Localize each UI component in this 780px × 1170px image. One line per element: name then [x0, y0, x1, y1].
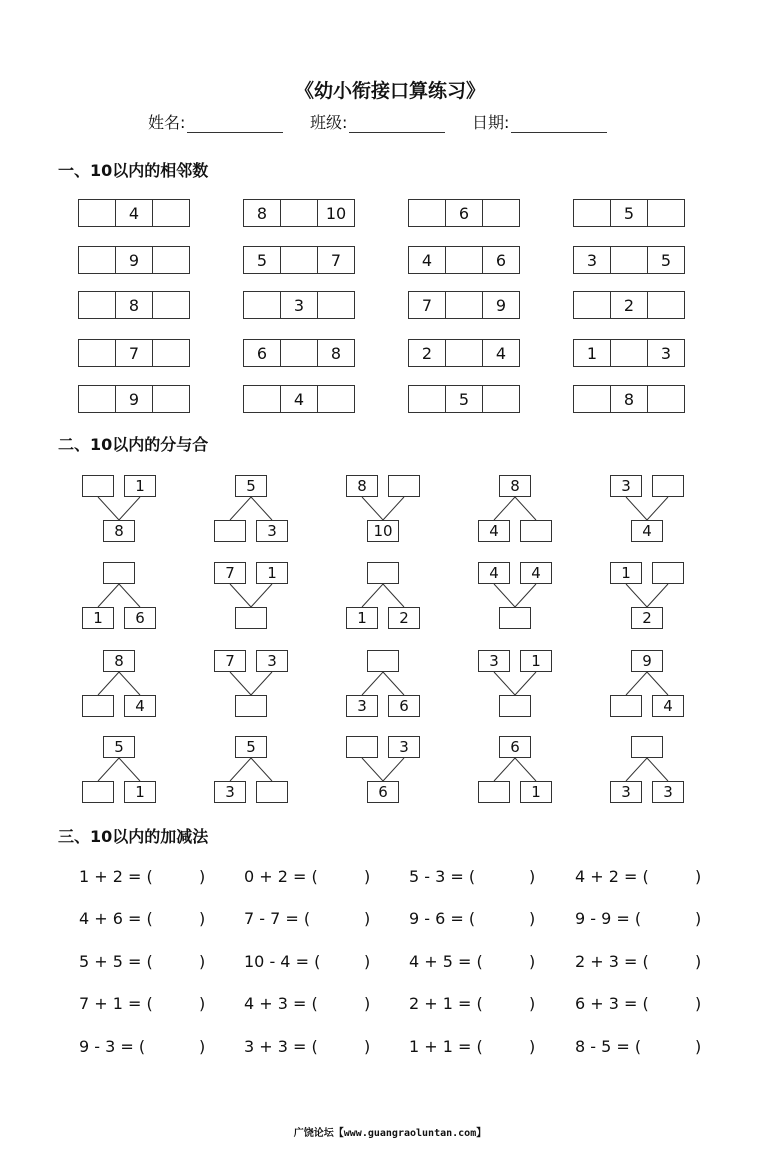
answer-box[interactable]: [243, 291, 281, 319]
connector-line: [626, 584, 647, 607]
answer-box[interactable]: [573, 199, 611, 227]
number-box: 6: [445, 199, 483, 227]
number-box-part-left: 7: [214, 650, 246, 672]
number-box-total: 6: [367, 781, 399, 803]
neighbor-group: [573, 291, 685, 319]
answer-box-total[interactable]: [235, 607, 267, 629]
equation-text: 5 + 5 = (: [79, 952, 153, 971]
number-box: 8: [317, 339, 355, 367]
equation-text: 3 + 3 = (: [244, 1037, 318, 1056]
equation-text: 6 + 3 = (: [575, 994, 649, 1013]
answer-box-total[interactable]: [103, 562, 135, 584]
number-box-part-left: 8: [346, 475, 378, 497]
connector-line: [362, 584, 383, 607]
neighbor-group: [243, 385, 355, 413]
number-box-part-left: 3: [346, 695, 378, 717]
section-arithmetic-heading: 三、10以内的加减法: [58, 827, 209, 846]
number-box: 5: [647, 246, 685, 274]
equation-text: 9 - 6 = (: [409, 909, 476, 928]
equation-text: 10 - 4 = (: [244, 952, 321, 971]
answer-box[interactable]: [280, 339, 318, 367]
close-paren: ): [695, 909, 702, 928]
connector-line: [647, 497, 668, 520]
number-box: 3: [280, 291, 318, 319]
answer-box[interactable]: [152, 339, 190, 367]
close-paren: ): [199, 952, 206, 971]
number-box-part-left: 1: [346, 607, 378, 629]
number-box-part-left: 4: [478, 562, 510, 584]
equation[interactable]: [79, 867, 209, 886]
answer-box[interactable]: [152, 385, 190, 413]
number-box-part-left: 4: [478, 520, 510, 542]
number-box: 1: [573, 339, 611, 367]
number-box-part-right: 1: [520, 781, 552, 803]
connector-line: [383, 584, 404, 607]
connector-line: [251, 758, 272, 781]
close-paren: ): [364, 1037, 371, 1056]
equation[interactable]: [244, 994, 374, 1013]
connector-line: [251, 584, 272, 607]
answer-box-part-left[interactable]: [610, 695, 642, 717]
answer-box[interactable]: [152, 246, 190, 274]
number-box-part-right: 4: [124, 695, 156, 717]
connector-line: [494, 758, 515, 781]
equation[interactable]: [79, 909, 209, 928]
answer-box[interactable]: [78, 291, 116, 319]
close-paren: ): [695, 994, 702, 1013]
close-paren: ): [364, 909, 371, 928]
number-box: 4: [280, 385, 318, 413]
connector-line: [362, 672, 383, 695]
compose-tree: [214, 650, 314, 720]
connector-line: [230, 758, 251, 781]
number-box-part-left: 7: [214, 562, 246, 584]
equation-text: 4 + 2 = (: [575, 867, 649, 886]
answer-box[interactable]: [243, 385, 281, 413]
connector-line: [98, 497, 119, 520]
compose-tree: [214, 562, 314, 632]
answer-box-part-right[interactable]: [520, 520, 552, 542]
close-paren: ): [695, 867, 702, 886]
close-paren: ): [364, 952, 371, 971]
answer-box[interactable]: [647, 385, 685, 413]
number-box-part-left: 1: [82, 607, 114, 629]
neighbor-group: [408, 339, 520, 367]
neighbor-group: [573, 246, 685, 274]
connector-line: [119, 758, 140, 781]
connector-line: [383, 758, 404, 781]
neighbor-group: [78, 246, 190, 274]
equation-text: 1 + 1 = (: [409, 1037, 483, 1056]
connector-line: [626, 497, 647, 520]
answer-box[interactable]: [152, 291, 190, 319]
answer-box[interactable]: [78, 199, 116, 227]
number-box: 4: [115, 199, 153, 227]
equation-text: 4 + 6 = (: [79, 909, 153, 928]
neighbor-group: [243, 291, 355, 319]
close-paren: ): [529, 909, 536, 928]
connector-line: [362, 497, 383, 520]
number-box-part-right: 3: [388, 736, 420, 758]
neighbor-group: [408, 385, 520, 413]
neighbor-group: [78, 199, 190, 227]
number-box: 7: [408, 291, 446, 319]
name-field[interactable]: [148, 110, 283, 133]
answer-box-part-left[interactable]: [346, 736, 378, 758]
number-box-part-left: 3: [610, 475, 642, 497]
close-paren: ): [695, 1037, 702, 1056]
equation[interactable]: [79, 952, 209, 971]
compose-tree: [82, 475, 182, 545]
equation[interactable]: [244, 867, 374, 886]
compose-tree: [346, 736, 446, 806]
close-paren: ): [695, 952, 702, 971]
number-box-part-right: 3: [652, 781, 684, 803]
close-paren: ): [199, 867, 206, 886]
name-line[interactable]: [187, 114, 283, 133]
equation-text: 2 + 3 = (: [575, 952, 649, 971]
split-tree: [346, 562, 446, 632]
number-box: 5: [445, 385, 483, 413]
number-box: 6: [482, 246, 520, 274]
section-neighbors-heading: 一、10以内的相邻数: [58, 161, 209, 180]
connector-line: [362, 758, 383, 781]
equation-text: 4 + 5 = (: [409, 952, 483, 971]
split-tree: [82, 650, 182, 720]
connector-line: [515, 497, 536, 520]
connector-line: [626, 758, 647, 781]
number-box-total: 8: [103, 650, 135, 672]
date-label: 日期:: [472, 113, 510, 132]
equation[interactable]: [575, 867, 705, 886]
split-tree: [478, 736, 578, 806]
close-paren: ): [199, 909, 206, 928]
connector-line: [230, 672, 251, 695]
number-box-part-right: 1: [124, 781, 156, 803]
answer-box[interactable]: [573, 291, 611, 319]
equation[interactable]: [79, 994, 209, 1013]
answer-box[interactable]: [647, 199, 685, 227]
number-box: 9: [482, 291, 520, 319]
connector-line: [98, 584, 119, 607]
equation[interactable]: [575, 909, 705, 928]
number-box: 3: [647, 339, 685, 367]
number-box: 8: [115, 291, 153, 319]
close-paren: ): [364, 994, 371, 1013]
number-box-total: 4: [631, 520, 663, 542]
number-box: 7: [317, 246, 355, 274]
neighbor-group: [408, 246, 520, 274]
answer-box[interactable]: [280, 246, 318, 274]
neighbor-group: [243, 246, 355, 274]
date-line[interactable]: [511, 114, 607, 133]
answer-box-total[interactable]: [235, 695, 267, 717]
number-box: 5: [610, 199, 648, 227]
number-box-part-right: 1: [124, 475, 156, 497]
answer-box-part-right[interactable]: [652, 562, 684, 584]
compose-tree: [478, 562, 578, 632]
number-box-part-left: 3: [214, 781, 246, 803]
number-box-part-left: 3: [610, 781, 642, 803]
page-title: 《幼小衔接口算练习》: [294, 80, 485, 102]
answer-box-total[interactable]: [367, 562, 399, 584]
number-box-total: 2: [631, 607, 663, 629]
number-box: 9: [115, 246, 153, 274]
answer-box-total[interactable]: [499, 607, 531, 629]
neighbor-group: [573, 385, 685, 413]
equation[interactable]: [409, 909, 539, 928]
answer-box[interactable]: [78, 385, 116, 413]
number-box: 6: [243, 339, 281, 367]
connector-line: [383, 672, 404, 695]
equation[interactable]: [409, 994, 539, 1013]
number-box-part-left: 1: [610, 562, 642, 584]
class-label: 班级:: [310, 113, 348, 132]
connector-line: [647, 584, 668, 607]
answer-box-total[interactable]: [367, 650, 399, 672]
split-tree: [82, 736, 182, 806]
answer-box[interactable]: [445, 339, 483, 367]
equation-text: 9 - 9 = (: [575, 909, 642, 928]
answer-box-part-left[interactable]: [478, 781, 510, 803]
close-paren: ): [364, 867, 371, 886]
connector-line: [515, 584, 536, 607]
connector-line: [626, 672, 647, 695]
split-tree: [214, 736, 314, 806]
number-box: 3: [573, 246, 611, 274]
answer-box-part-left[interactable]: [214, 520, 246, 542]
equation[interactable]: [409, 952, 539, 971]
connector-line: [494, 672, 515, 695]
number-box: 2: [408, 339, 446, 367]
compose-tree: [478, 650, 578, 720]
equation-text: 2 + 1 = (: [409, 994, 483, 1013]
number-box-part-right: 1: [256, 562, 288, 584]
number-box-total: 9: [631, 650, 663, 672]
compose-tree: [610, 562, 710, 632]
equation-text: 5 - 3 = (: [409, 867, 476, 886]
answer-box-part-right[interactable]: [256, 781, 288, 803]
answer-box[interactable]: [152, 199, 190, 227]
connector-line: [647, 672, 668, 695]
answer-box[interactable]: [317, 291, 355, 319]
answer-box[interactable]: [610, 246, 648, 274]
answer-box[interactable]: [280, 199, 318, 227]
answer-box-part-right[interactable]: [652, 475, 684, 497]
answer-box-total[interactable]: [499, 695, 531, 717]
answer-box[interactable]: [317, 385, 355, 413]
number-box: 4: [408, 246, 446, 274]
close-paren: ): [529, 1037, 536, 1056]
number-box-total: 10: [367, 520, 399, 542]
answer-box-part-right[interactable]: [388, 475, 420, 497]
number-box-total: 8: [499, 475, 531, 497]
equation[interactable]: [575, 994, 705, 1013]
neighbor-group: [78, 385, 190, 413]
compose-tree: [346, 475, 446, 545]
footer-url: 【www.guangraoluntan.com】: [333, 1128, 487, 1139]
connector-line: [119, 497, 140, 520]
close-paren: ): [199, 994, 206, 1013]
number-box-part-right: 6: [124, 607, 156, 629]
equation-text: 1 + 2 = (: [79, 867, 153, 886]
number-box-part-left: 3: [478, 650, 510, 672]
connector-line: [230, 584, 251, 607]
number-box: 8: [243, 199, 281, 227]
equation[interactable]: [575, 952, 705, 971]
connector-line: [515, 672, 536, 695]
footer: [0, 1124, 780, 1139]
equation[interactable]: [244, 1037, 374, 1056]
connector-line: [119, 584, 140, 607]
connector-line: [647, 758, 668, 781]
number-box: 5: [243, 246, 281, 274]
answer-box[interactable]: [445, 246, 483, 274]
equation[interactable]: [409, 1037, 539, 1056]
equation-text: 8 - 5 = (: [575, 1037, 642, 1056]
split-tree: [346, 650, 446, 720]
number-box-part-right: 2: [388, 607, 420, 629]
number-box-total: 5: [235, 475, 267, 497]
connector-line: [251, 672, 272, 695]
connector-line: [494, 497, 515, 520]
neighbor-group: [78, 339, 190, 367]
close-paren: ): [529, 867, 536, 886]
close-paren: ): [199, 1037, 206, 1056]
answer-box-total[interactable]: [631, 736, 663, 758]
number-box: 2: [610, 291, 648, 319]
equation[interactable]: [244, 909, 374, 928]
answer-box-part-left[interactable]: [82, 695, 114, 717]
class-line[interactable]: [349, 114, 445, 133]
number-box-part-right: 4: [520, 562, 552, 584]
number-box: 7: [115, 339, 153, 367]
connector-line: [98, 672, 119, 695]
neighbor-group: [408, 291, 520, 319]
name-label: 姓名:: [148, 113, 186, 132]
neighbor-group: [78, 291, 190, 319]
number-box: 10: [317, 199, 355, 227]
neighbor-group: [408, 199, 520, 227]
split-tree: [610, 650, 710, 720]
equation[interactable]: [575, 1037, 705, 1056]
answer-box[interactable]: [482, 199, 520, 227]
answer-box[interactable]: [445, 291, 483, 319]
number-box: 4: [482, 339, 520, 367]
answer-box[interactable]: [647, 291, 685, 319]
split-tree: [610, 736, 710, 806]
number-box-part-right: 1: [520, 650, 552, 672]
number-box-total: 5: [103, 736, 135, 758]
answer-box[interactable]: [408, 385, 446, 413]
close-paren: ): [529, 994, 536, 1013]
equation-text: 7 - 7 = (: [244, 909, 311, 928]
split-tree: [478, 475, 578, 545]
answer-box[interactable]: [78, 246, 116, 274]
answer-box[interactable]: [78, 339, 116, 367]
equation[interactable]: [244, 952, 374, 971]
number-box-part-right: 3: [256, 520, 288, 542]
number-box-part-right: 3: [256, 650, 288, 672]
compose-tree: [610, 475, 710, 545]
number-box-part-right: 6: [388, 695, 420, 717]
equation-text: 7 + 1 = (: [79, 994, 153, 1013]
connector-line: [98, 758, 119, 781]
footer-site: 广饶论坛: [293, 1128, 334, 1139]
equation[interactable]: [409, 867, 539, 886]
neighbor-group: [573, 199, 685, 227]
equation-text: 0 + 2 = (: [244, 867, 318, 886]
date-field[interactable]: [472, 110, 607, 133]
number-box: 9: [115, 385, 153, 413]
connector-line: [383, 497, 404, 520]
number-box-part-right: 4: [652, 695, 684, 717]
answer-box-part-left[interactable]: [82, 475, 114, 497]
number-box-total: 6: [499, 736, 531, 758]
neighbor-group: [243, 339, 355, 367]
answer-box[interactable]: [610, 339, 648, 367]
number-box-total: 5: [235, 736, 267, 758]
equation-text: 4 + 3 = (: [244, 994, 318, 1013]
answer-box[interactable]: [573, 385, 611, 413]
equation[interactable]: [79, 1037, 209, 1056]
equation-text: 9 - 3 = (: [79, 1037, 146, 1056]
close-paren: ): [529, 952, 536, 971]
section-split-heading: 二、10以内的分与合: [58, 435, 209, 454]
split-tree: [82, 562, 182, 632]
number-box-total: 8: [103, 520, 135, 542]
connector-line: [230, 497, 251, 520]
connector-line: [251, 497, 272, 520]
number-box: 8: [610, 385, 648, 413]
split-tree: [214, 475, 314, 545]
connector-line: [494, 584, 515, 607]
connector-line: [119, 672, 140, 695]
answer-box-part-left[interactable]: [82, 781, 114, 803]
connector-line: [515, 758, 536, 781]
answer-box[interactable]: [482, 385, 520, 413]
answer-box[interactable]: [408, 199, 446, 227]
neighbor-group: [573, 339, 685, 367]
neighbor-group: [243, 199, 355, 227]
class-field[interactable]: [310, 110, 445, 133]
